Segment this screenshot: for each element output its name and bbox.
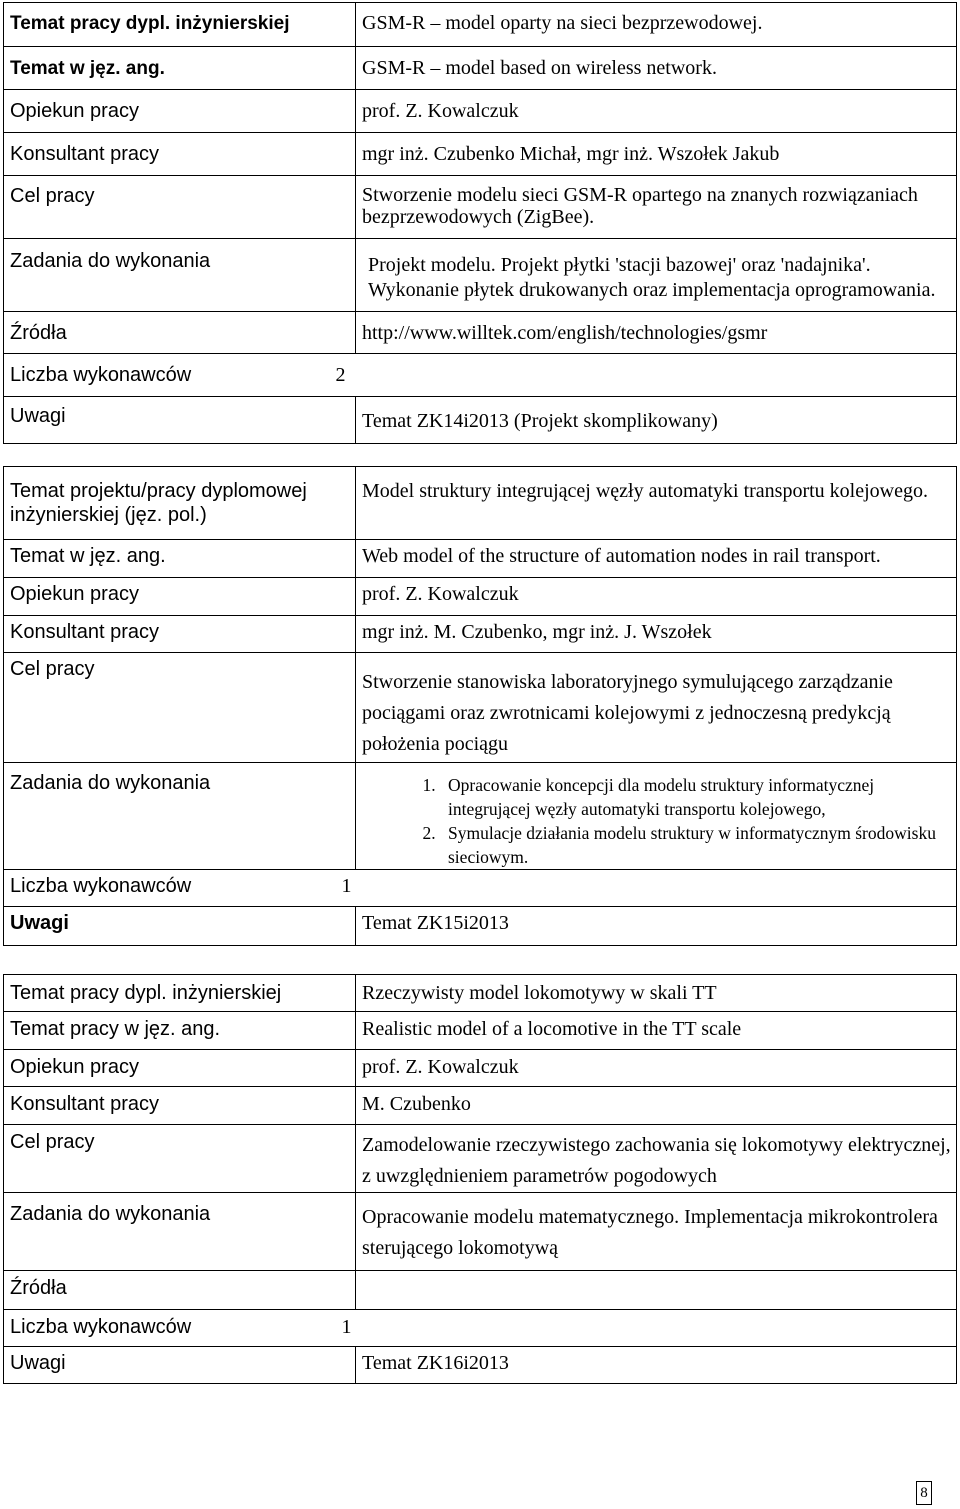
field-label: Zadania do wykonania <box>4 239 356 312</box>
field-value: 1 <box>336 870 937 907</box>
field-value: Temat ZK16i2013 <box>356 1347 957 1384</box>
field-value: M. Czubenko <box>356 1087 957 1125</box>
list-item: 1. Opracowanie koncepcji dla modelu struktury informatycznej integrującej węzły automatyki transportu kolejowego, <box>440 773 956 821</box>
field-value: Model struktury integrującej węzły automatyki transportu kolejowego. <box>356 467 957 540</box>
field-label: Cel pracy <box>4 176 356 239</box>
field-label: Zadania do wykonania <box>4 763 356 870</box>
field-label: Liczba wykonawców <box>4 354 356 397</box>
field-label: Źródła <box>4 1271 356 1310</box>
field-value: Web model of the structure of automation nodes in rail transport. <box>356 540 957 578</box>
field-value: Stworzenie modelu sieci GSM-R opartego na znanych rozwiązaniach bezprzewodowych (ZigBee). <box>356 176 957 239</box>
field-label: Źródła <box>4 312 356 354</box>
tasks-cell <box>356 763 957 870</box>
field-value <box>356 1271 957 1310</box>
field-label: Temat pracy w jęz. ang. <box>4 1012 356 1050</box>
field-value: Realistic model of a locomotive in the TT scale <box>356 1012 957 1050</box>
field-value: mgr inż. M. Czubenko, mgr inż. J. Wszołek <box>356 616 957 653</box>
thesis-table-1 <box>3 2 957 444</box>
field-label: Temat pracy dypl. inżynierskiej <box>4 3 356 47</box>
page-number: 8 <box>916 1481 932 1505</box>
field-label: Uwagi <box>4 907 356 946</box>
field-label: Uwagi <box>4 1347 356 1384</box>
field-value: 2 <box>336 354 937 397</box>
field-value: 1 <box>336 1310 937 1347</box>
field-label: Cel pracy <box>4 653 356 763</box>
field-label: Konsultant pracy <box>4 1087 356 1125</box>
field-value: Rzeczywisty model lokomotywy w skali TT <box>356 975 957 1012</box>
field-label: Opiekun pracy <box>4 90 356 133</box>
list-item: 2. Symulacje działania modelu struktury w informatycznym środowisku sieciowym. <box>440 821 956 869</box>
field-label: Opiekun pracy <box>4 1050 356 1087</box>
field-value: Opracowanie modelu matematycznego. Implementacja mikrokontrolera sterującego lokomotywą <box>356 1193 957 1271</box>
field-value: GSM-R – model oparty na sieci bezprzewodowej. <box>356 3 957 47</box>
field-label: Temat w jęz. ang. <box>4 47 356 90</box>
thesis-table-2 <box>3 466 957 946</box>
field-label: Konsultant pracy <box>4 133 356 176</box>
field-value: Stworzenie stanowiska laboratoryjnego symulującego zarządzanie pociągami oraz zwrotnicami kolejowymi z jednoczesną predykcją położenia pociągu <box>356 653 957 763</box>
thesis-table-3 <box>3 974 957 1384</box>
field-label: Konsultant pracy <box>4 616 356 653</box>
field-label: Liczba wykonawców <box>4 1310 356 1347</box>
field-value: Projekt modelu. Projekt płytki 'stacji bazowej' oraz 'nadajnika'. Wykonanie płytek drukowanych oraz implementacja oprogramowania. <box>356 239 957 312</box>
field-label: Temat w jęz. ang. <box>4 540 356 578</box>
field-value: prof. Z. Kowalczuk <box>356 578 957 616</box>
field-value: http://www.willtek.com/english/technologies/gsmr <box>356 312 957 354</box>
task-list <box>362 773 956 869</box>
field-label: Temat projektu/pracy dyplomowej inżynierskiej (jęz. pol.) <box>4 467 356 540</box>
field-label: Cel pracy <box>4 1125 356 1193</box>
field-label: Opiekun pracy <box>4 578 356 616</box>
field-label: Temat pracy dypl. inżynierskiej <box>4 975 356 1012</box>
field-label: Zadania do wykonania <box>4 1193 356 1271</box>
field-value: mgr inż. Czubenko Michał, mgr inż. Wszołek Jakub <box>356 133 957 176</box>
field-label: Uwagi <box>4 397 356 444</box>
field-value: Temat ZK14i2013 (Projekt skomplikowany) <box>356 397 957 444</box>
field-value: prof. Z. Kowalczuk <box>356 90 957 133</box>
field-value: Zamodelowanie rzeczywistego zachowania się lokomotywy elektrycznej, z uwzględnieniem parametrów pogodowych <box>356 1125 957 1193</box>
field-value: Temat ZK15i2013 <box>356 907 957 946</box>
field-value: GSM-R – model based on wireless network. <box>356 47 957 90</box>
field-label: Liczba wykonawców <box>4 870 356 907</box>
field-value: prof. Z. Kowalczuk <box>356 1050 957 1087</box>
